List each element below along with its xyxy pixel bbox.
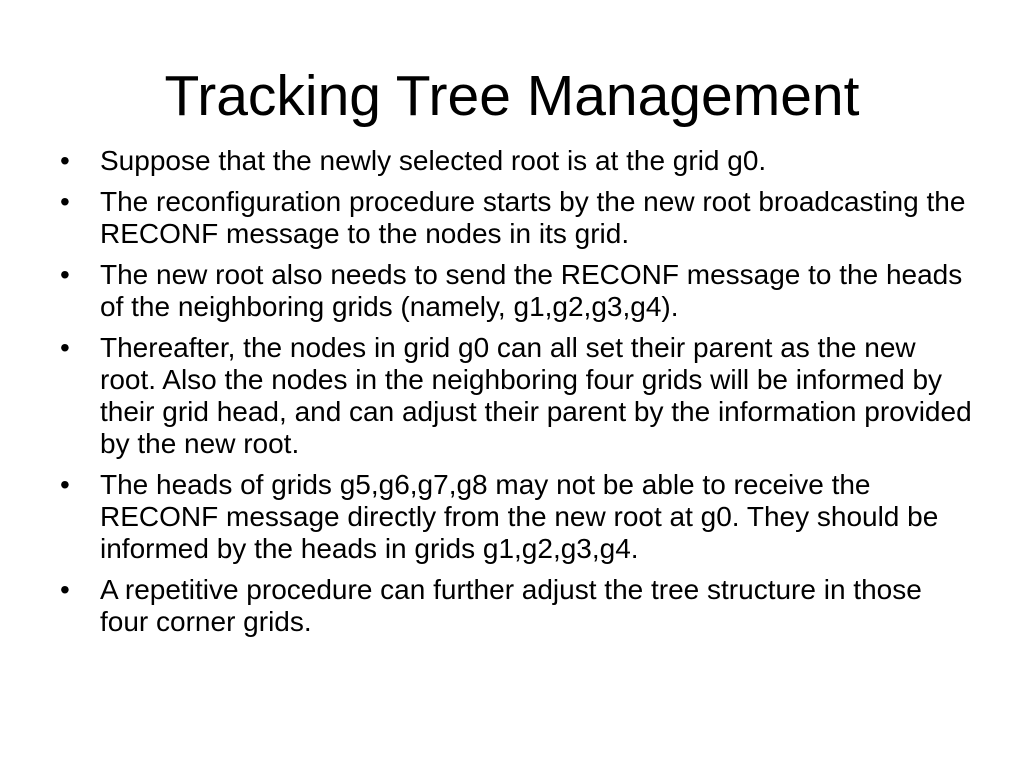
bullet-text: Suppose that the newly selected root is at the grid g0. bbox=[100, 145, 767, 176]
bullet-dot-icon: • bbox=[60, 469, 70, 500]
bullet-dot-icon: • bbox=[60, 186, 70, 217]
bullet-text: The reconfiguration procedure starts by the new root broadcasting the RECONF message to the nodes in its grid. bbox=[100, 186, 966, 249]
slide-title: Tracking Tree Management bbox=[164, 64, 860, 128]
bullet-item bbox=[55, 259, 975, 323]
bullet-list bbox=[55, 145, 975, 647]
bullet-dot-icon: • bbox=[60, 259, 70, 290]
bullet-item bbox=[55, 145, 975, 177]
bullet-dot-icon: • bbox=[60, 145, 70, 176]
bullet-text: The heads of grids g5,g6,g7,g8 may not be able to receive the RECONF message directly from the new root at g0. They should be informed by the heads in grids g1,g2,g3,g4. bbox=[100, 469, 939, 564]
bullet-dot-icon: • bbox=[60, 574, 70, 605]
bullet-text: The new root also needs to send the RECONF message to the heads of the neighboring grids (namely, g1,g2,g3,g4). bbox=[100, 259, 963, 322]
bullet-dot-icon: • bbox=[60, 332, 70, 363]
bullet-item bbox=[55, 186, 975, 250]
bullet-item bbox=[55, 469, 975, 565]
bullet-item bbox=[55, 574, 975, 638]
bullet-text: A repetitive procedure can further adjust the tree structure in those four corner grids. bbox=[100, 574, 922, 637]
bullet-item bbox=[55, 332, 975, 460]
bullet-text: Thereafter, the nodes in grid g0 can all set their parent as the new root. Also the nodes in the neighboring four grids will be informed by their grid head, and can adjust their parent by the information provided by the new root. bbox=[100, 332, 972, 459]
